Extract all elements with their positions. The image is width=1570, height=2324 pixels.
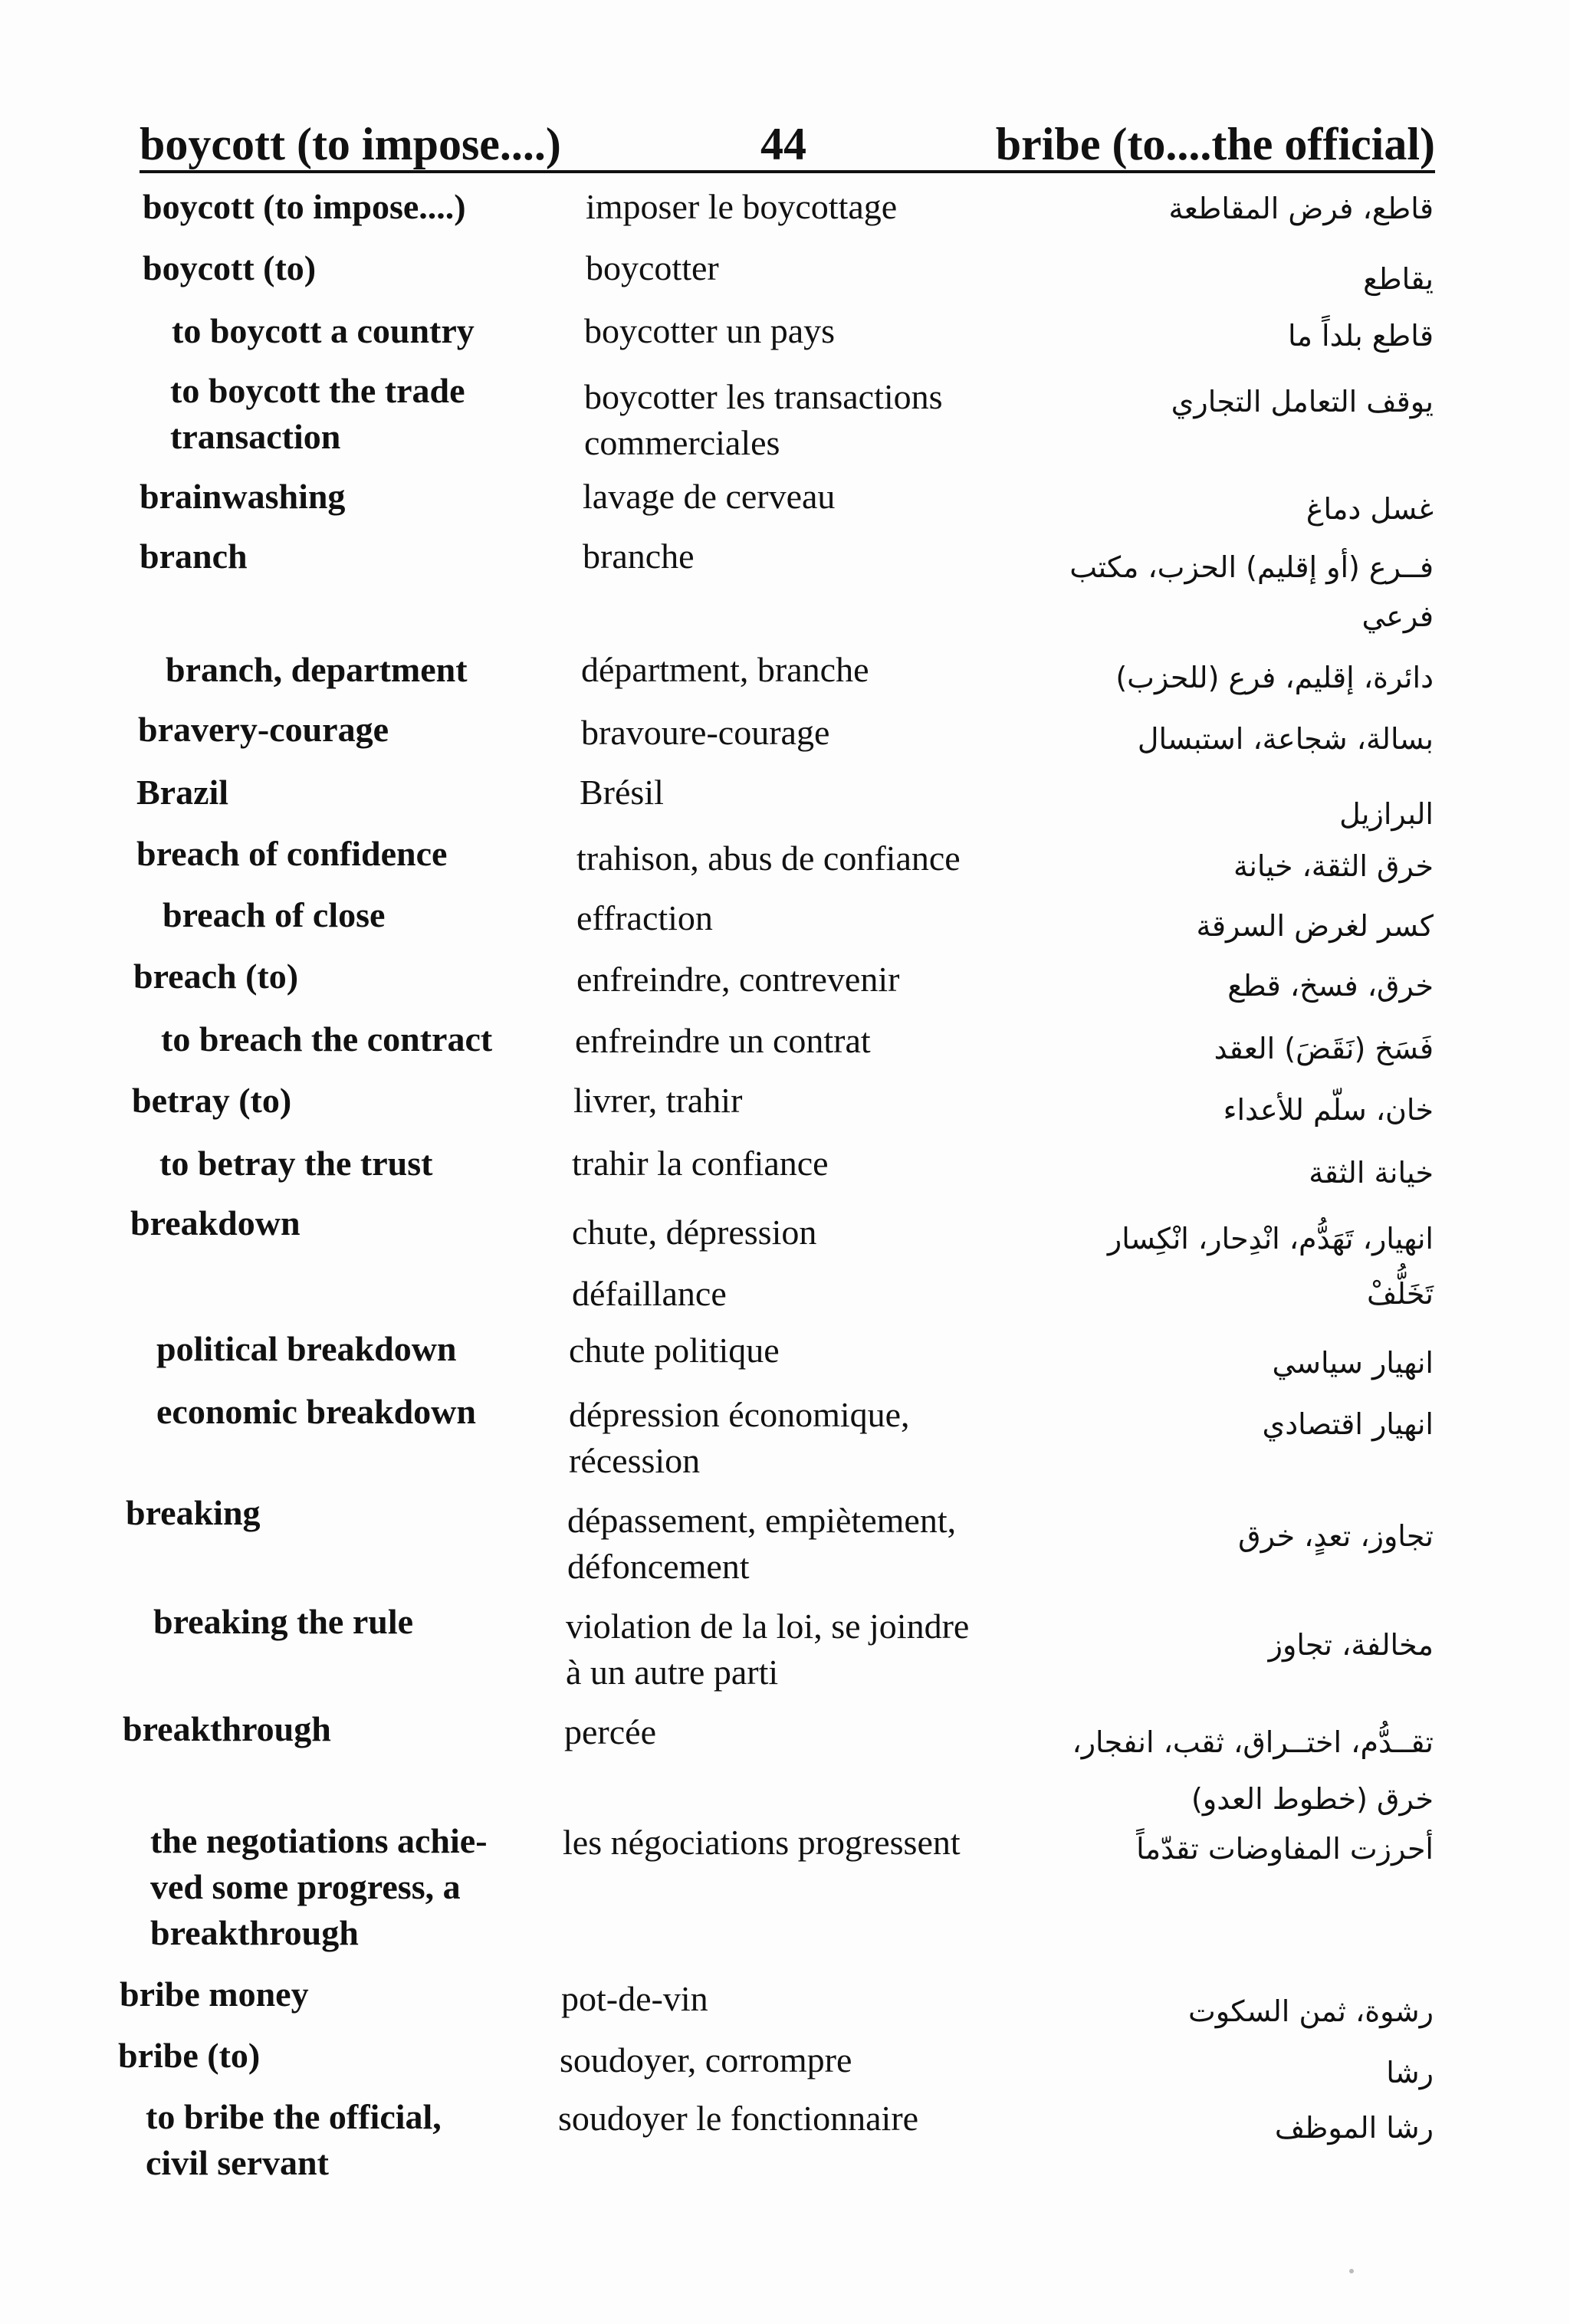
entry-french: chute politique <box>569 1331 780 1370</box>
entry-english: betray (to) <box>132 1081 292 1120</box>
entry-arabic: غسل دماغ <box>1306 492 1434 526</box>
entry-arabic: مخالفة، تجاوز <box>1268 1628 1434 1662</box>
entry-arabic: تجاوز، تعدٍ، خرق <box>1238 1519 1434 1553</box>
entry-french: pot-de-vin <box>561 1979 708 2018</box>
entry-arabic: رشوة، ثمن السكوت <box>1187 1994 1434 2028</box>
entry-english: to breach the contract <box>161 1019 493 1059</box>
entry-french: dépression économique, récession <box>569 1395 910 1480</box>
entry-english: economic breakdown <box>156 1392 476 1431</box>
entry-french: les négociations progressent <box>563 1823 961 1862</box>
entry-arabic: تقــدُّم، اختــراق، ثقب، انفجار، خرق (خطوط العدو) <box>1072 1725 1434 1816</box>
entry-french: chute, dépression défaillance <box>572 1213 817 1313</box>
entry-arabic: خان، سلّم للأعداء <box>1223 1093 1434 1127</box>
header-last-entry: bribe (to....the official) <box>995 119 1435 169</box>
entry-arabic: انهيار اقتصادي <box>1262 1407 1434 1441</box>
entry-french: branche <box>583 537 695 576</box>
entry-arabic: فَسَخ (نَقَضَ) العقد <box>1214 1032 1434 1065</box>
entry-english: branch, department <box>166 650 468 689</box>
entry-french: dépassement, empiètement, défoncement <box>567 1501 957 1586</box>
entry-english: brainwashing <box>140 477 346 516</box>
entry-arabic: انهيار، تَهَدُّم، انْدِحار، انْكِسار تَخَلُّفْ <box>1107 1222 1434 1311</box>
entry-arabic: قاطع، فرض المقاطعة <box>1168 192 1434 225</box>
entry-english: to boycott a country <box>172 311 475 350</box>
entry-english: breaking <box>126 1493 261 1532</box>
entry-english: bribe money <box>120 1974 309 2014</box>
entry-english: bravery-courage <box>138 710 389 749</box>
entry-english: the negotiations achie- ved some progress, a breakthrough <box>150 1821 488 1952</box>
entry-arabic: فــرع (أو إقليم) الحزب، مكتب فرعي <box>1069 550 1434 633</box>
page-speck <box>1349 2269 1354 2273</box>
entry-english: boycott (to) <box>143 248 317 287</box>
header-first-entry: boycott (to impose....) <box>140 119 561 169</box>
entry-arabic: رشا <box>1386 2056 1434 2089</box>
entry-english: breaking the rule <box>153 1602 414 1641</box>
entry-french: trahison, abus de confiance <box>576 839 961 878</box>
entry-french: livrer, trahir <box>573 1081 743 1120</box>
entry-arabic: خرق، فسخ، قطع <box>1227 969 1434 1003</box>
entry-english: breakdown <box>130 1203 301 1242</box>
entry-french: départment, branche <box>581 650 869 689</box>
entry-french: trahir la confiance <box>572 1144 829 1183</box>
entry-english: to boycott the trade transaction <box>170 371 465 456</box>
entry-english: bribe (to) <box>118 2036 261 2075</box>
entry-french: violation de la loi, se joindre à un autre parti <box>566 1607 970 1692</box>
entry-french: imposer le boycottage <box>586 187 898 226</box>
entry-arabic: دائرة، إقليم، فرع (للحزب) <box>1115 661 1434 694</box>
entry-french: lavage de cerveau <box>583 477 836 516</box>
entry-arabic: البرازيل <box>1339 797 1434 831</box>
entry-arabic: كسر لغرض السرقة <box>1196 909 1434 943</box>
entry-french: percée <box>564 1712 656 1751</box>
page-number: 44 <box>760 119 806 169</box>
entry-english: to betray the trust <box>159 1144 433 1183</box>
entry-french: boycotter <box>586 248 719 287</box>
entry-french: enfreindre un contrat <box>575 1021 871 1060</box>
entry-english: breach of close <box>163 895 386 934</box>
entry-arabic: رشا الموظف <box>1274 2111 1434 2145</box>
entry-english: Brazil <box>136 773 229 812</box>
entry-english: to bribe the official, civil servant <box>146 2097 442 2182</box>
entry-french: boycotter un pays <box>584 311 836 350</box>
entry-english: branch <box>140 537 248 576</box>
entry-english: political breakdown <box>156 1329 457 1368</box>
entry-arabic: يقاطع <box>1363 262 1434 296</box>
entry-french: enfreindre, contrevenir <box>576 960 900 999</box>
entry-arabic: يوقف التعامل التجاري <box>1171 385 1434 419</box>
entry-french: effraction <box>576 898 713 937</box>
entry-french: Brésil <box>580 773 664 812</box>
entry-french: soudoyer le fonctionnaire <box>558 2099 919 2138</box>
entry-arabic: أحرزت المفاوضات تقدّماً <box>1136 1832 1434 1866</box>
entry-arabic: انهيار سياسي <box>1272 1346 1434 1380</box>
entry-arabic: خيانة الثقة <box>1309 1156 1434 1190</box>
entry-arabic: قاطع بلداً ما <box>1288 319 1434 353</box>
entry-french: boycotter les transactions commerciales <box>584 377 943 462</box>
entry-french: bravoure-courage <box>581 713 830 752</box>
entry-english: breakthrough <box>123 1709 331 1748</box>
entry-english: breach of confidence <box>136 834 448 873</box>
entry-french: soudoyer, corrompre <box>560 2040 852 2079</box>
entry-arabic: بسالة، شجاعة، استبسال <box>1137 722 1434 756</box>
entry-english: breach (to) <box>133 957 299 996</box>
entry-english: boycott (to impose....) <box>143 187 466 226</box>
entry-arabic: خرق الثقة، خيانة <box>1233 849 1434 883</box>
